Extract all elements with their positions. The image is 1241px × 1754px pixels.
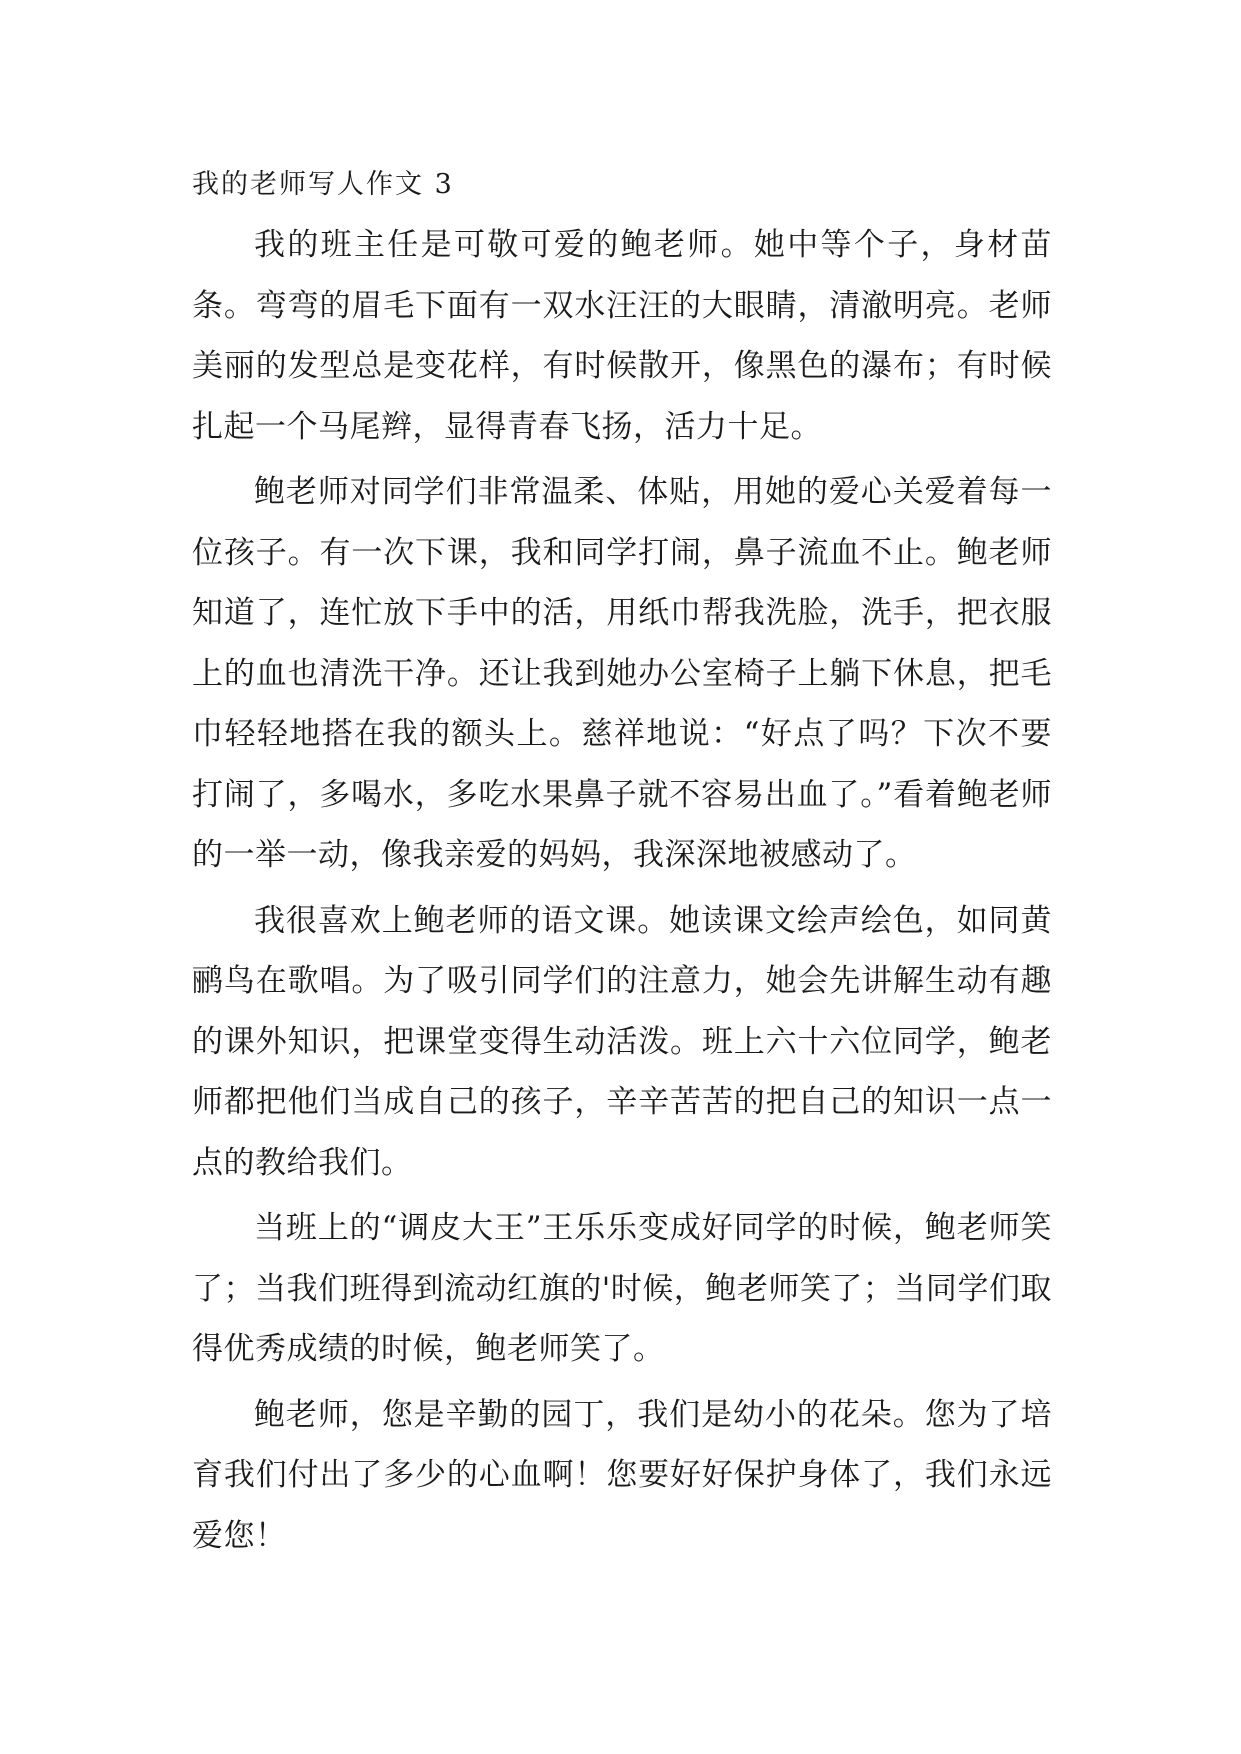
paragraph-4: 当班上的“调皮大王”王乐乐变成好同学的时候，鲍老师笑了；当我们班得到流动红旗的'时候，鲍老师笑了；当同学们取得优秀成绩的时候，鲍老师笑了。 [192,1210,1052,1367]
paragraph-1: 我的班主任是可敬可爱的鲍老师。她中等个子，身材苗条。弯弯的眉毛下面有一双水汪汪的大眼睛，清澈明亮。老师美丽的发型总是变花样，有时候散开，像黑色的瀑布；有时候扎起一个马尾辫，显得青春飞扬，活力十足。 [192,227,1052,445]
paragraph-2: 鲍老师对同学们非常温柔、体贴，用她的爱心关爱着每一位孩子。有一次下课，我和同学打闹，鼻子流血不止。鲍老师知道了，连忙放下手中的活，用纸巾帮我洗脸，洗手，把衣服上的血也清洗干净。还让我到她办公室椅子上躺下休息，把毛巾轻轻地搭在我的额头上。慈祥地说：“好点了吗？下次不要打闹了，多喝水，多吃水果鼻子就不容易出血了。”看着鲍老师的一举一动，像我亲爱的妈妈，我深深地被感动了。 [192,474,1052,873]
paragraph-5: 鲍老师，您是辛勤的园丁，我们是幼小的花朵。您为了培育我们付出了多少的心血啊！您要好好保护身体了，我们永远爱您！ [192,1396,1052,1554]
paragraph-3: 我很喜欢上鲍老师的语文课。她读课文绘声绘色，如同黄鹂鸟在歌唱。为了吸引同学们的注意力，她会先讲解生动有趣的课外知识，把课堂变得生动活泼。班上六十六位同学，鲍老师都把他们当成自己的孩子，辛辛苦苦的把自己的知识一点一点的教给我们。 [192,902,1052,1181]
document-body [192,160,1052,1566]
document-title: 我的老师写人作文 3 [192,169,454,200]
